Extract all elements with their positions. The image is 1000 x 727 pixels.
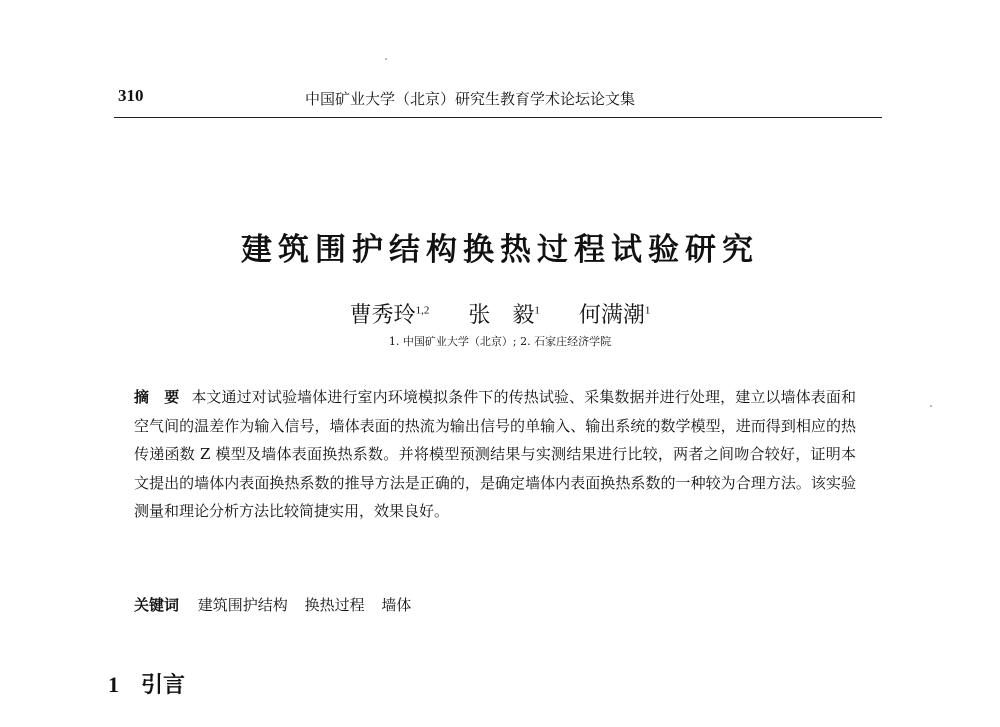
- author-1: [350, 303, 430, 328]
- section-title: 引言: [141, 673, 186, 698]
- keyword: 换热过程: [304, 596, 365, 614]
- scan-speck: [385, 58, 387, 60]
- paper-title: 建筑围护结构换热过程试验研究: [241, 232, 759, 268]
- section-heading: [108, 668, 185, 699]
- affiliations: 1. 中国矿业大学（北京）; 2. 石家庄经济学院: [388, 335, 612, 348]
- abstract: [134, 383, 856, 526]
- keyword: 墙体: [381, 596, 412, 614]
- author-2: [468, 303, 540, 328]
- author-affiliation-mark: 1: [534, 304, 540, 317]
- author-list: [0, 298, 1000, 329]
- keyword: 建筑围护结构: [197, 596, 288, 614]
- author-affiliation-mark: 1: [644, 304, 651, 317]
- abstract-label: 摘 要: [134, 388, 180, 406]
- keywords-label: 关键词: [134, 596, 180, 614]
- running-header: 中国矿业大学（北京）研究生教育学术论坛论文集: [305, 90, 636, 108]
- author-name: 曹秀玲: [349, 303, 416, 328]
- author-3: [579, 303, 651, 328]
- section-number: 1: [108, 672, 119, 697]
- page-number: 310: [118, 86, 144, 105]
- author-name: 何满潮: [578, 303, 645, 328]
- author-name: 张 毅: [468, 303, 535, 328]
- scan-speck: [930, 405, 932, 407]
- keywords: [134, 594, 856, 615]
- abstract-text: 本文通过对试验墙体进行室内环境模拟条件下的传热试验、采集数据并进行处理，建立以墙体表面和空气间的温差作为输入信号，墙体表面的热流为输出信号的单输入、输出系统的数学模型，进而得到相应的热传递函数 Z 模型及墙体表面换热系数。并将模型预测结果与实测结果进行比较，两者之间吻合较好，证明本文提出的墙体内表面换热系数的推导方法是正确的，是确定墙体内表面换热系数的一种较为合理方法。该实验测量和理论分析方法比较简捷实用，效果良好。: [134, 388, 856, 520]
- author-affiliation-mark: 1,2: [415, 304, 430, 317]
- header-rule: [114, 117, 882, 118]
